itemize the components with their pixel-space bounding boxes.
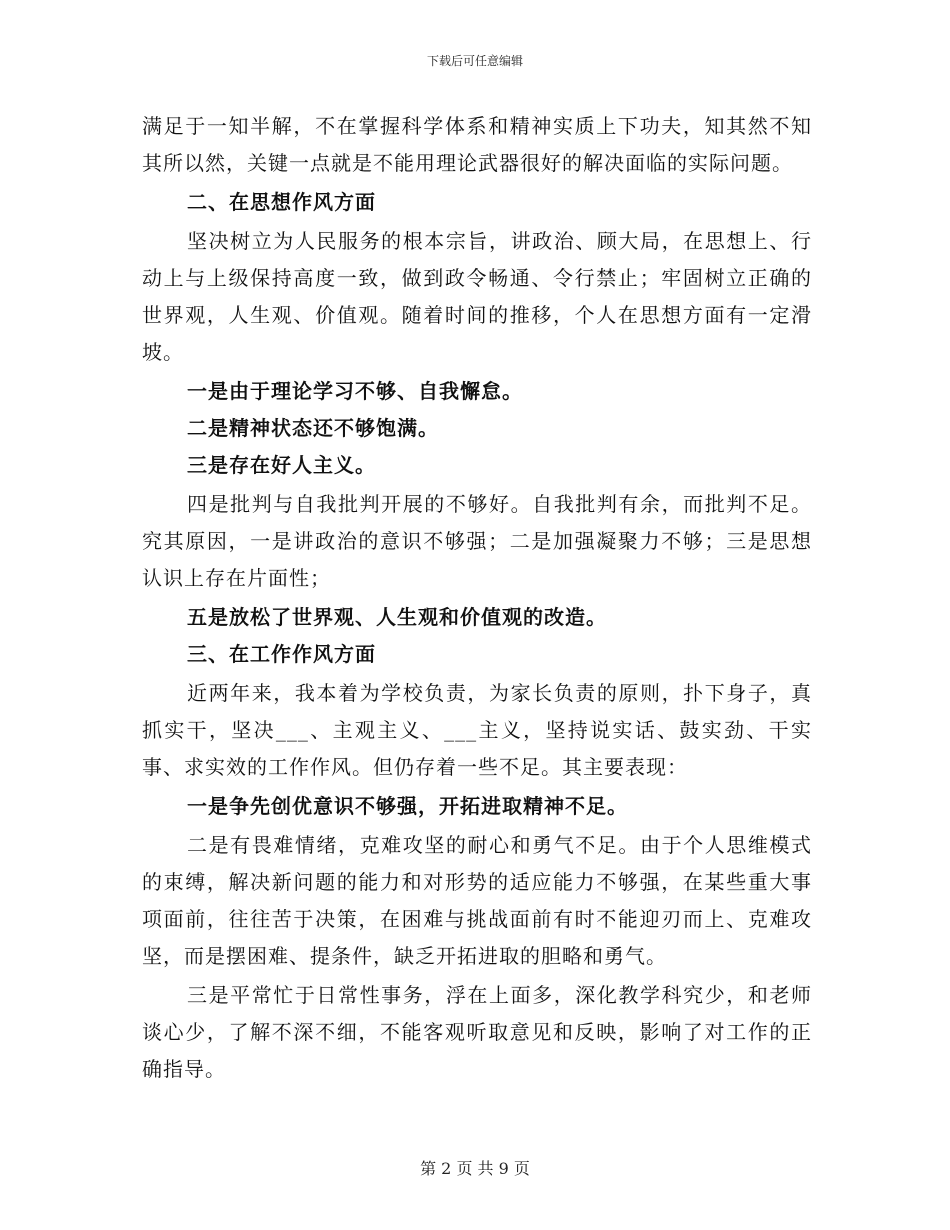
point-three-heading: 三是存在好人主义。 [187, 453, 376, 477]
work-point-one-heading: 一是争先创优意识不够强，开拓进取精神不足。 [187, 794, 628, 818]
paragraph-work-style-intro: 近两年来，我本着为学校负责，为家长负责的原则，扑下身子，真抓实干，坚决___、主观主义、___主义，坚持说实话、鼓实劲、干实事、求实效的工作作风。但仍存着一些不足。其主要表现： [142, 681, 812, 779]
section-heading-ideology: 二、在思想作风方面 [187, 190, 376, 214]
paragraph-continuation: 满足于一知半解，不在掌握科学体系和精神实质上下功夫，知其然不知其所以然，关键一点就是不能用理论武器很好的解决面临的实际问题。 [142, 114, 812, 175]
point-one-heading: 一是由于理论学习不够、自我懈怠。 [187, 379, 523, 403]
section-heading-work-style: 三、在工作作风方面 [187, 642, 376, 666]
page-footer: 第 2 页 共 9 页 [420, 1159, 530, 1178]
paragraph-point-four: 四是批判与自我批判开展的不够好。自我批判有余，而批判不足。究其原因，一是讲政治的意识不够强；二是加强凝聚力不够；三是思想认识上存在片面性； [142, 492, 812, 590]
paragraph-work-point-two: 二是有畏难情绪，克难攻坚的耐心和勇气不足。由于个人思维模式的束缚，解决新问题的能力和对形势的适应能力不够强，在某些重大事项面前，往往苦于决策，在困难与挑战面前有时不能迎刃而上、克难攻坚，而是摆困难、提条件，缺乏开拓进取的胆略和勇气。 [142, 833, 812, 968]
paragraph-work-point-three: 三是平常忙于日常性事务，浮在上面多，深化教学科究少，和老师谈心少，了解不深不细，不能客观听取意见和反映，影响了对工作的正确指导。 [142, 983, 812, 1081]
point-two-heading: 二是精神状态还不够饱满。 [187, 416, 439, 440]
paragraph-ideology-intro: 坚决树立为人民服务的根本宗旨，讲政治、顾大局，在思想上、行动上与上级保持高度一致，做到政令畅通、令行禁止；牢固树立正确的世界观，人生观、价值观。随着时间的推移，个人在思想方面有一定滑坡。 [142, 229, 812, 364]
page-header: 下载后可任意编辑 [426, 54, 523, 68]
point-five-heading: 五是放松了世界观、人生观和价值观的改造。 [187, 605, 607, 629]
document-body [142, 108, 812, 1088]
